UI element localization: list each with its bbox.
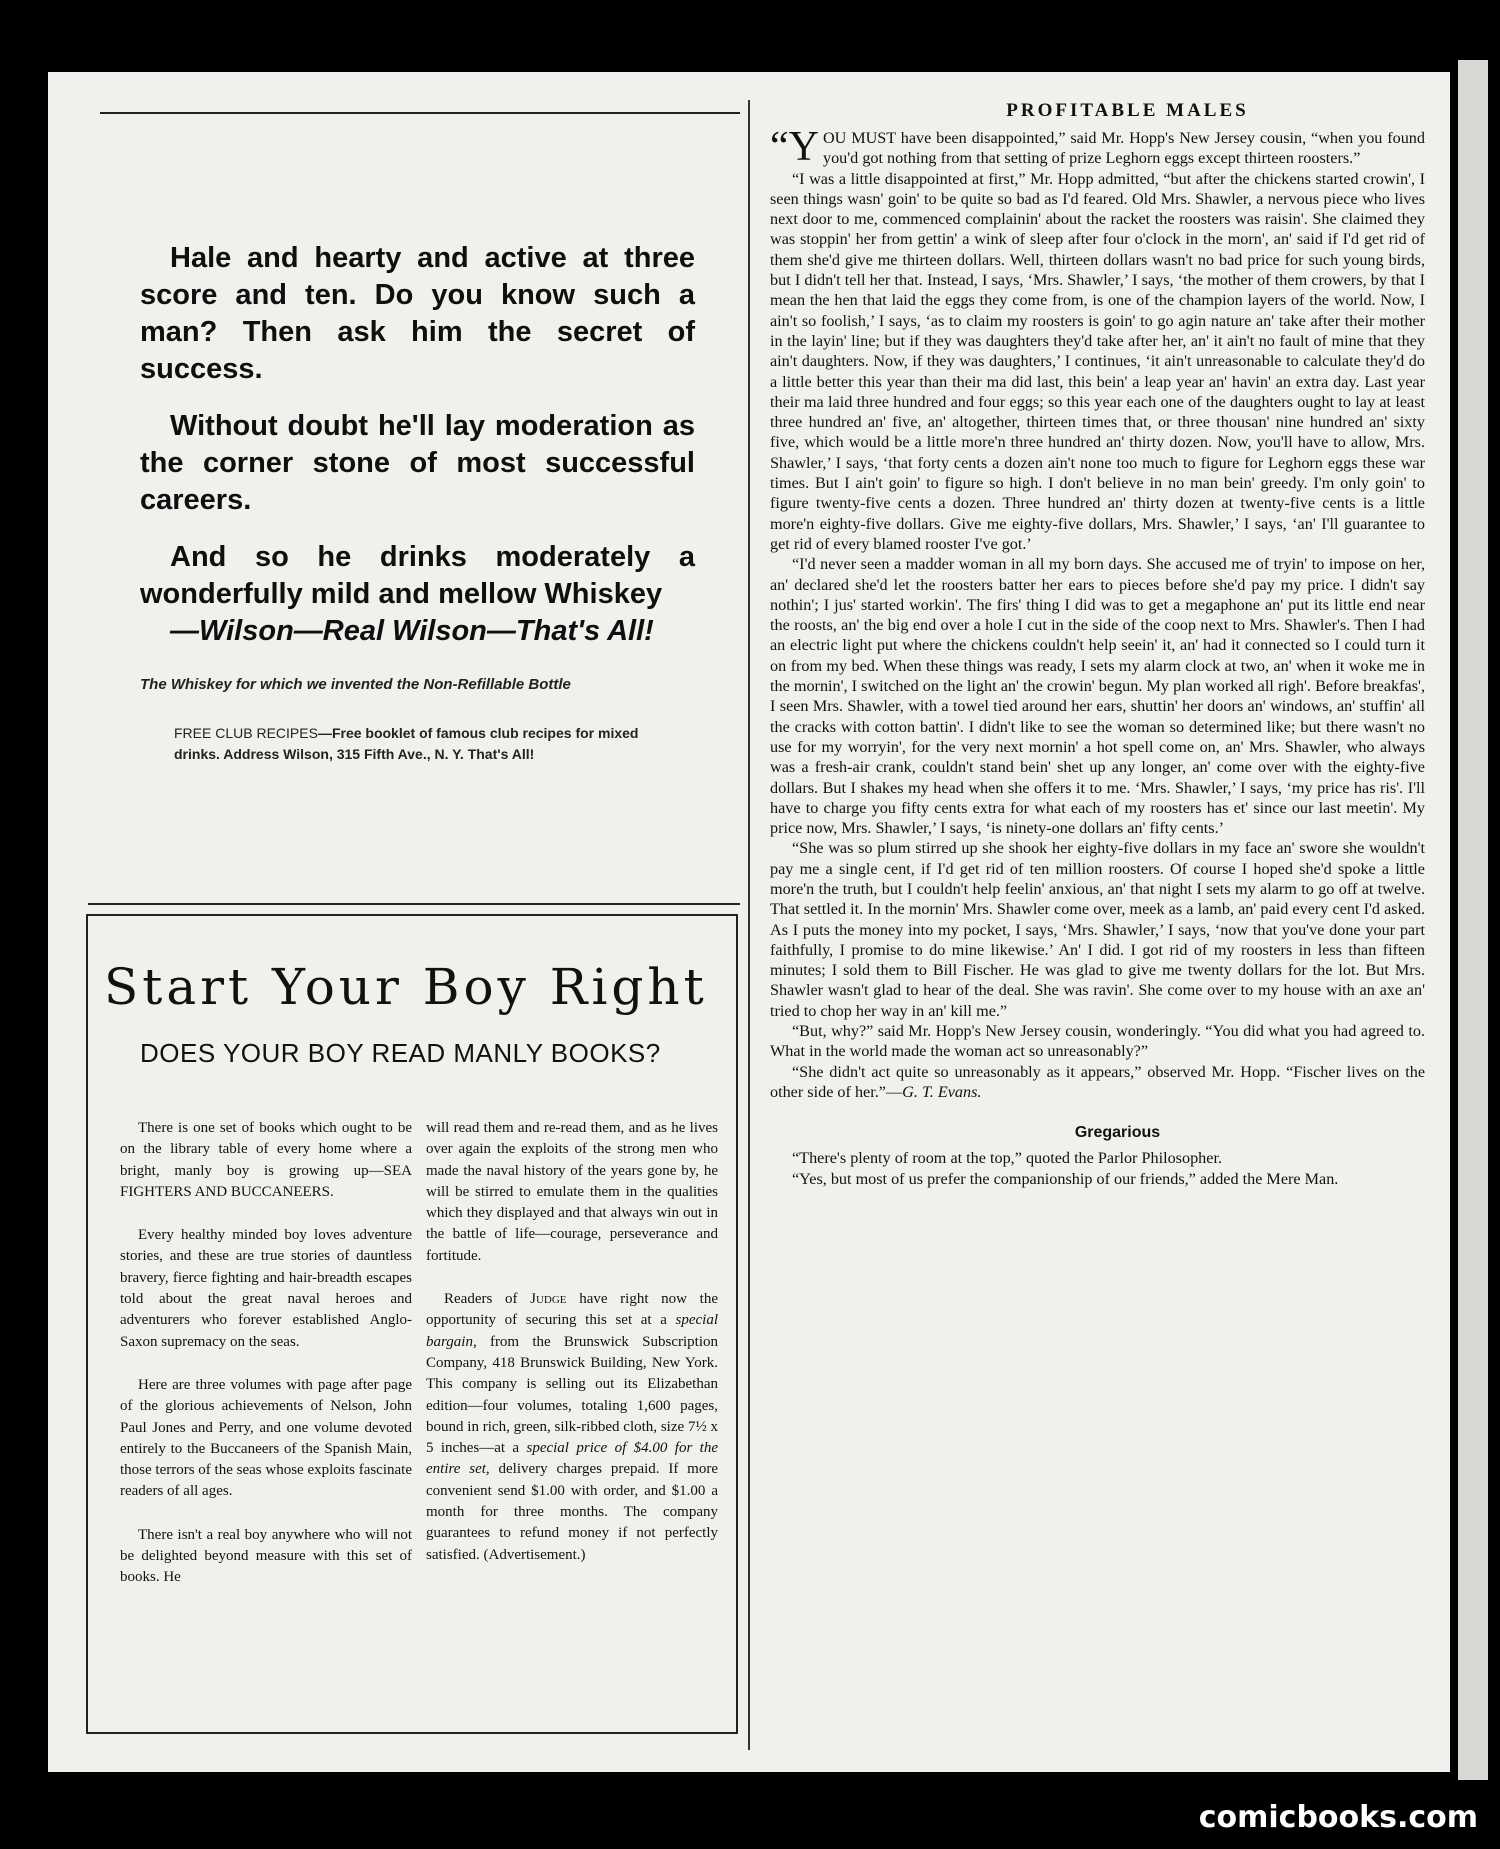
story-byline: G. T. Evans. bbox=[902, 1082, 982, 1101]
recipes-lead: FREE CLUB RECIPES bbox=[174, 725, 318, 741]
boy-ad-headline: Start Your Boy Right bbox=[104, 958, 708, 1016]
story-paragraph: “I'd never seen a madder woman in all my born days. She accused me of tryin' to impose on her, an' declared she'd let the roosters batter her ears to pieces before she'd pay my price. I didn't say nothin'; I jus' started workin'. The firs' thing I did was to get a megaphone an' put its little end near the roosts, an' the big end over a hole I cut in the side of the coop next to Mrs. Shawler's. Then I had an electric light put where the chickens couldn't help seein' it, an' had it connected so I could turn it on from my bed. When these things was ready, I sets my alarm clock at two, an' when it woke me in the mornin', I switched on the light an' the crowin' begun. My plan worked all righ'. Before breakfas', I seen Mrs. Shawler, with a towel tied around her ears, shuttin' her doors an' windows, an' stuffin' all the cracks with cotton battin'. I didn't like to see the woman so determined like; but there wasn't no use for my worryin', for the very next mornin' a hot spell come on, an' Mrs. Shawler, who always was a fresh-air crank, couldn't stand bein' shet up any longer, an' come over with the eighty-five dollars. But I shakes my head when she offers it to me. ‘Mrs. Shawler,’ I says, ‘my price has ris'. I'll have to charge you fifty cents extra for what each of my roosters has et' since our last meetin'. My price now, Mrs. Shawler,’ I says, ‘is ninety-one dollars an' fifty cents.’ bbox=[770, 555, 1425, 838]
offer-text: have right now the opportunity of securing this set at a bbox=[426, 1291, 718, 1329]
whiskey-paragraph-3 bbox=[140, 539, 695, 650]
site-watermark: comicbooks.com bbox=[1198, 1800, 1478, 1835]
offer-text: Readers of bbox=[444, 1291, 531, 1308]
story-opening: OU MUST have been disappointed,” said Mr. Hopp's New Jersey cousin, “when you found you'd got nothing from that setting of prize Leghorn eggs except thirteen roosters.” bbox=[822, 129, 1425, 168]
boy-ad-offer bbox=[426, 1289, 718, 1566]
column-divider bbox=[748, 100, 750, 1750]
boy-ad-right-column bbox=[426, 1118, 718, 1588]
gregarious-line: “Yes, but most of us prefer the companionship of our friends,” added the Mere Man. bbox=[792, 1169, 1339, 1188]
recipes-text: —Free booklet of famous club recipes for mixed drinks. Address Wilson, 315 Fifth Ave., N. Y. That's All! bbox=[174, 725, 639, 762]
whiskey-paragraph-2: Without doubt he'll lay moderation as the corner stone of most successful careers. bbox=[140, 410, 695, 516]
story-paragraph bbox=[770, 1062, 1425, 1103]
boy-ad-paragraph: There is one set of books which ought to be on the library table of every home where a bright, manly boy is growing up—SEA FIGHTERS AND BUCCANEERS. bbox=[120, 1120, 412, 1200]
story-title: PROFITABLE MALES bbox=[1006, 100, 1249, 121]
free-club-recipes bbox=[174, 723, 664, 765]
story-paragraph: “She was so plum stirred up she shook her eighty-five dollars in my face an' swore she wouldn't pay me a single cent, if I'd get rid of ten million roosters. Of course I hoped she'd spoke a little more'n the truth, but I couldn't help feelin' anxious, an' that night I sets my alarm to go off at twelve. That settled it. In the mornin' Mrs. Shawler come over, meek as a lamb, an' paid every cent I'd asked. As I puts the money into my pocket, I says, ‘Mrs. Shawler,’ I says, ‘now that you've done your part faithfully, I promise to do mine likewise.’ An' I did. I got rid of my roosters in less than fifteen minutes; I sold them to Bill Fischer. He was glad to give me twenty dollars for the lot. But Mrs. Shawler wasn't glad to hear of the deal. She was ravin'. She come over to my house with an axe an' tried to chop her way in an' kill me.” bbox=[770, 839, 1425, 1020]
gregarious-line: “There's plenty of room at the top,” quoted the Parlor Philosopher. bbox=[792, 1149, 1222, 1168]
story-body bbox=[770, 124, 1425, 1102]
top-rule bbox=[100, 112, 740, 114]
story-closing: “She didn't act quite so unreasonably as it appears,” observed Mr. Hopp. “Fischer lives on the other side of her.”— bbox=[770, 1062, 1425, 1101]
boy-ad-paragraph: There isn't a real boy anywhere who will not be delighted beyond measure with this set of books. He bbox=[120, 1526, 412, 1586]
gregarious-title: Gregarious bbox=[1074, 1124, 1161, 1142]
whiskey-paragraph-3-text: And so he drinks moderately a wonderfully mild and mellow Whiskey bbox=[140, 541, 695, 610]
boy-ad-left-column bbox=[120, 1118, 412, 1611]
boy-ad-paragraph: will read them and re-read them, and as he lives over again the exploits of the strong men who made the naval history of the years gone by, he will be stirred to emulate them in the qualities which they displayed and that always win out in the battle of life—courage, perseverance and fortitude. bbox=[426, 1120, 718, 1264]
boy-ad-paragraph: Here are three volumes with page after page of the glorious achievements of Nelson, John Paul Jones and Perry, and one volume devoted entirely to the Buccaneers of the Spanish Main, those terrors of the seas whose exploits fascinate readers of all ages. bbox=[120, 1376, 412, 1500]
next-page-edge bbox=[1458, 60, 1488, 1780]
story-paragraph bbox=[770, 124, 1425, 170]
boy-books-ad bbox=[86, 914, 738, 1734]
gregarious-body bbox=[770, 1148, 1425, 1189]
special-bargain: special bargain, bbox=[426, 1312, 718, 1350]
story-paragraph: “But, why?” said Mr. Hopp's New Jersey cousin, wonderingly. “You did what you had agreed to. What in the world made the woman act so unreasonably?” bbox=[770, 1022, 1425, 1061]
whiskey-paragraph-1: Hale and hearty and active at three score and ten. Do you know such a man? Then ask him the secret of success. bbox=[140, 242, 695, 385]
section-rule bbox=[88, 903, 740, 905]
special-price: special price of $4.00 for the entire set, bbox=[426, 1440, 718, 1478]
offer-text: delivery charges prepaid. If more convenient send $1.00 with order, and $1.00 a month for three months. The company guarantees to refund money if not perfectly satisfied. (Advertisement.) bbox=[426, 1461, 719, 1563]
offer-text: from the Brunswick Subscription Company, 418 Brunswick Building, New York. This company is selling out its Elizabethan edition—four volumes, totaling 1,600 pages, bound in rich, green, silk-ribbed cloth, size 7½ x 5 inches—at a bbox=[426, 1333, 718, 1457]
whiskey-tagline: The Whiskey for which we invented the Non-Refillable Bottle bbox=[140, 676, 571, 693]
whiskey-brand-line: —Wilson—Real Wilson—That's All! bbox=[170, 615, 654, 647]
judge-name: Judge bbox=[530, 1291, 567, 1308]
whiskey-ad bbox=[140, 240, 695, 765]
story-paragraph: “I was a little disappointed at first,” Mr. Hopp admitted, “but after the chickens started crowin', I seen things wasn' goin' to be quite so bad as I'd feared. Old Mrs. Shawler, a nervous piece who lives next door to me, commenced complainin' about the racket the roosters was raisin'. She claimed they was stoppin' her from gettin' a wink of sleep after four o'clock in the morn', an' said if I'd get rid of them she'd give me thirteen dollars. Well, thirteen dollars wasn't no bad price for such young birds, but I didn't tell her that. Instead, I says, ‘Mrs. Shawler,’ I says, ‘the mother of them crowers, by that I mean the hen that laid the eggs they come from, is one of the champion layers of the world. Now, I ain't so foolish,’ I says, ‘as to claim my roosters is goin' to go agin nature an' take after their mother in the layin' line; but if they was daughters they'd take after her, an' it ain't no fault of mine that they ain't daughters. Now, if they was daughters,’ I continues, ‘it ain't unreasonable to calculate they'd do a little better this year than their ma did last, this bein' a leap year an' havin' an extra day. Last year their ma laid three hundred and four eggs; so this year each one of the daughters ought to lay at least three hundred an' five, an' altogether, thirteen times that, or three thousan' nine hundred an' sixty five, which would be a little more'n three hundred an' thirty dozen. Now, you'll have to allow, Mrs. Shawler,’ I says, ‘that forty cents a dozen ain't none too much to figure for Leghorn eggs these war times. But I ain't goin' to figure so high. I don't believe in no man bein' greedy. I'm only goin' to figure twenty-five cents a dozen. Three hundred an' thirty dozen at twenty-five cents is a little more'n eighty-five dollars. Give me eighty-five dollars, Mrs. Shawler,’ I says, ‘an' I'll guarantee to get rid of every blamed rooster I've got.’ bbox=[770, 169, 1425, 553]
boy-ad-paragraph: Every healthy minded boy loves adventure stories, and these are true stories of dauntless bravery, fierce fighting and hair-breadth escapes told about the great naval heroes and adventurers who forever established Anglo-Saxon supremacy on the seas. bbox=[120, 1227, 412, 1350]
story-column bbox=[770, 100, 1425, 1189]
drop-cap: “Y bbox=[770, 124, 819, 170]
boy-ad-subhead: DOES YOUR BOY READ MANLY BOOKS? bbox=[140, 1038, 661, 1068]
